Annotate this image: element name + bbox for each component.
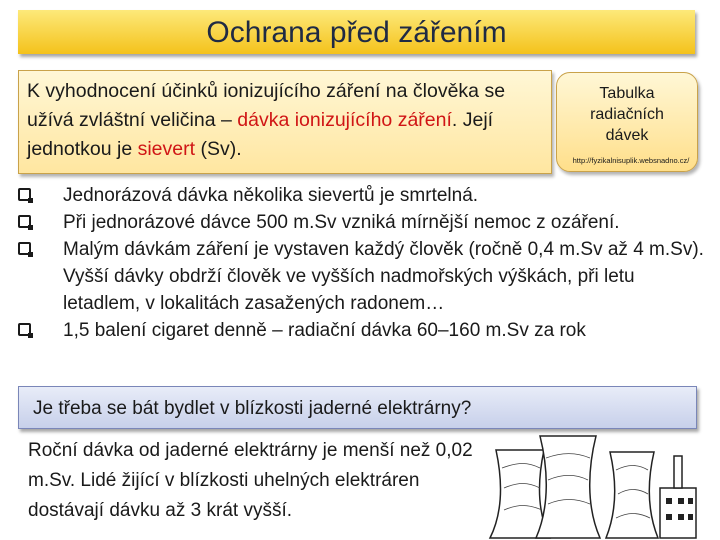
radiation-table-url[interactable]: http://fyzikalnisuplik.websnadno.cz/ xyxy=(572,156,690,165)
intro-text-1: K vyhodnocení účinků ionizujícího záření na člověka se užívá zvláštní veličina – xyxy=(27,80,506,131)
checkbox-bullet-icon xyxy=(18,188,31,201)
intro-highlight-sievert: sievert xyxy=(137,138,196,160)
radiation-table-label: Tabulka radiačních dávek xyxy=(590,85,664,144)
nuclear-power-plant-icon xyxy=(482,418,704,540)
title-banner xyxy=(18,10,695,54)
list-item xyxy=(18,236,708,317)
checkbox-bullet-icon xyxy=(18,323,31,336)
list-item-text: Při jednorázové dávce 500 m.Sv vzniká mírnější nemoc z ozáření. xyxy=(63,212,620,233)
intro-text-3: . Její jednotkou je xyxy=(27,109,494,160)
list-item xyxy=(18,317,708,344)
facts-list xyxy=(18,182,708,344)
checkbox-bullet-icon xyxy=(18,242,31,255)
radiation-table-link[interactable] xyxy=(556,72,698,172)
checkbox-bullet-icon xyxy=(18,215,31,228)
intro-text-5: (Sv). xyxy=(195,138,242,160)
question-text: Je třeba se bát bydlet v blízkosti jaderné elektrárny? xyxy=(33,398,472,419)
list-item-text: Jednorázová dávka několika sievertů je smrtelná. xyxy=(63,185,479,206)
intro-highlight-dose: dávka ionizujícího záření xyxy=(237,109,452,131)
list-item-text: Malým dávkám záření je vystaven každý člověk (ročně 0,4 m.Sv až 4 m.Sv). Vyšší dávky obdrží člověk ve vyšších nadmořských výškách, při letu letadlem, v lokalitách zasažených radonem… xyxy=(63,239,704,314)
answer-text: Roční dávka od jaderné elektrárny je menší než 0,02 m.Sv. Lidé žijící v blízkosti uhelných elektráren dostávají dávku až 3 krát vyšší. xyxy=(28,440,473,521)
list-item xyxy=(18,209,708,236)
page-title: Ochrana před zářením xyxy=(206,16,507,49)
intro-definition-box xyxy=(18,70,552,174)
list-item-text: 1,5 balení cigaret denně – radiační dávka 60–160 m.Sv za rok xyxy=(63,320,586,341)
list-item xyxy=(18,182,708,209)
